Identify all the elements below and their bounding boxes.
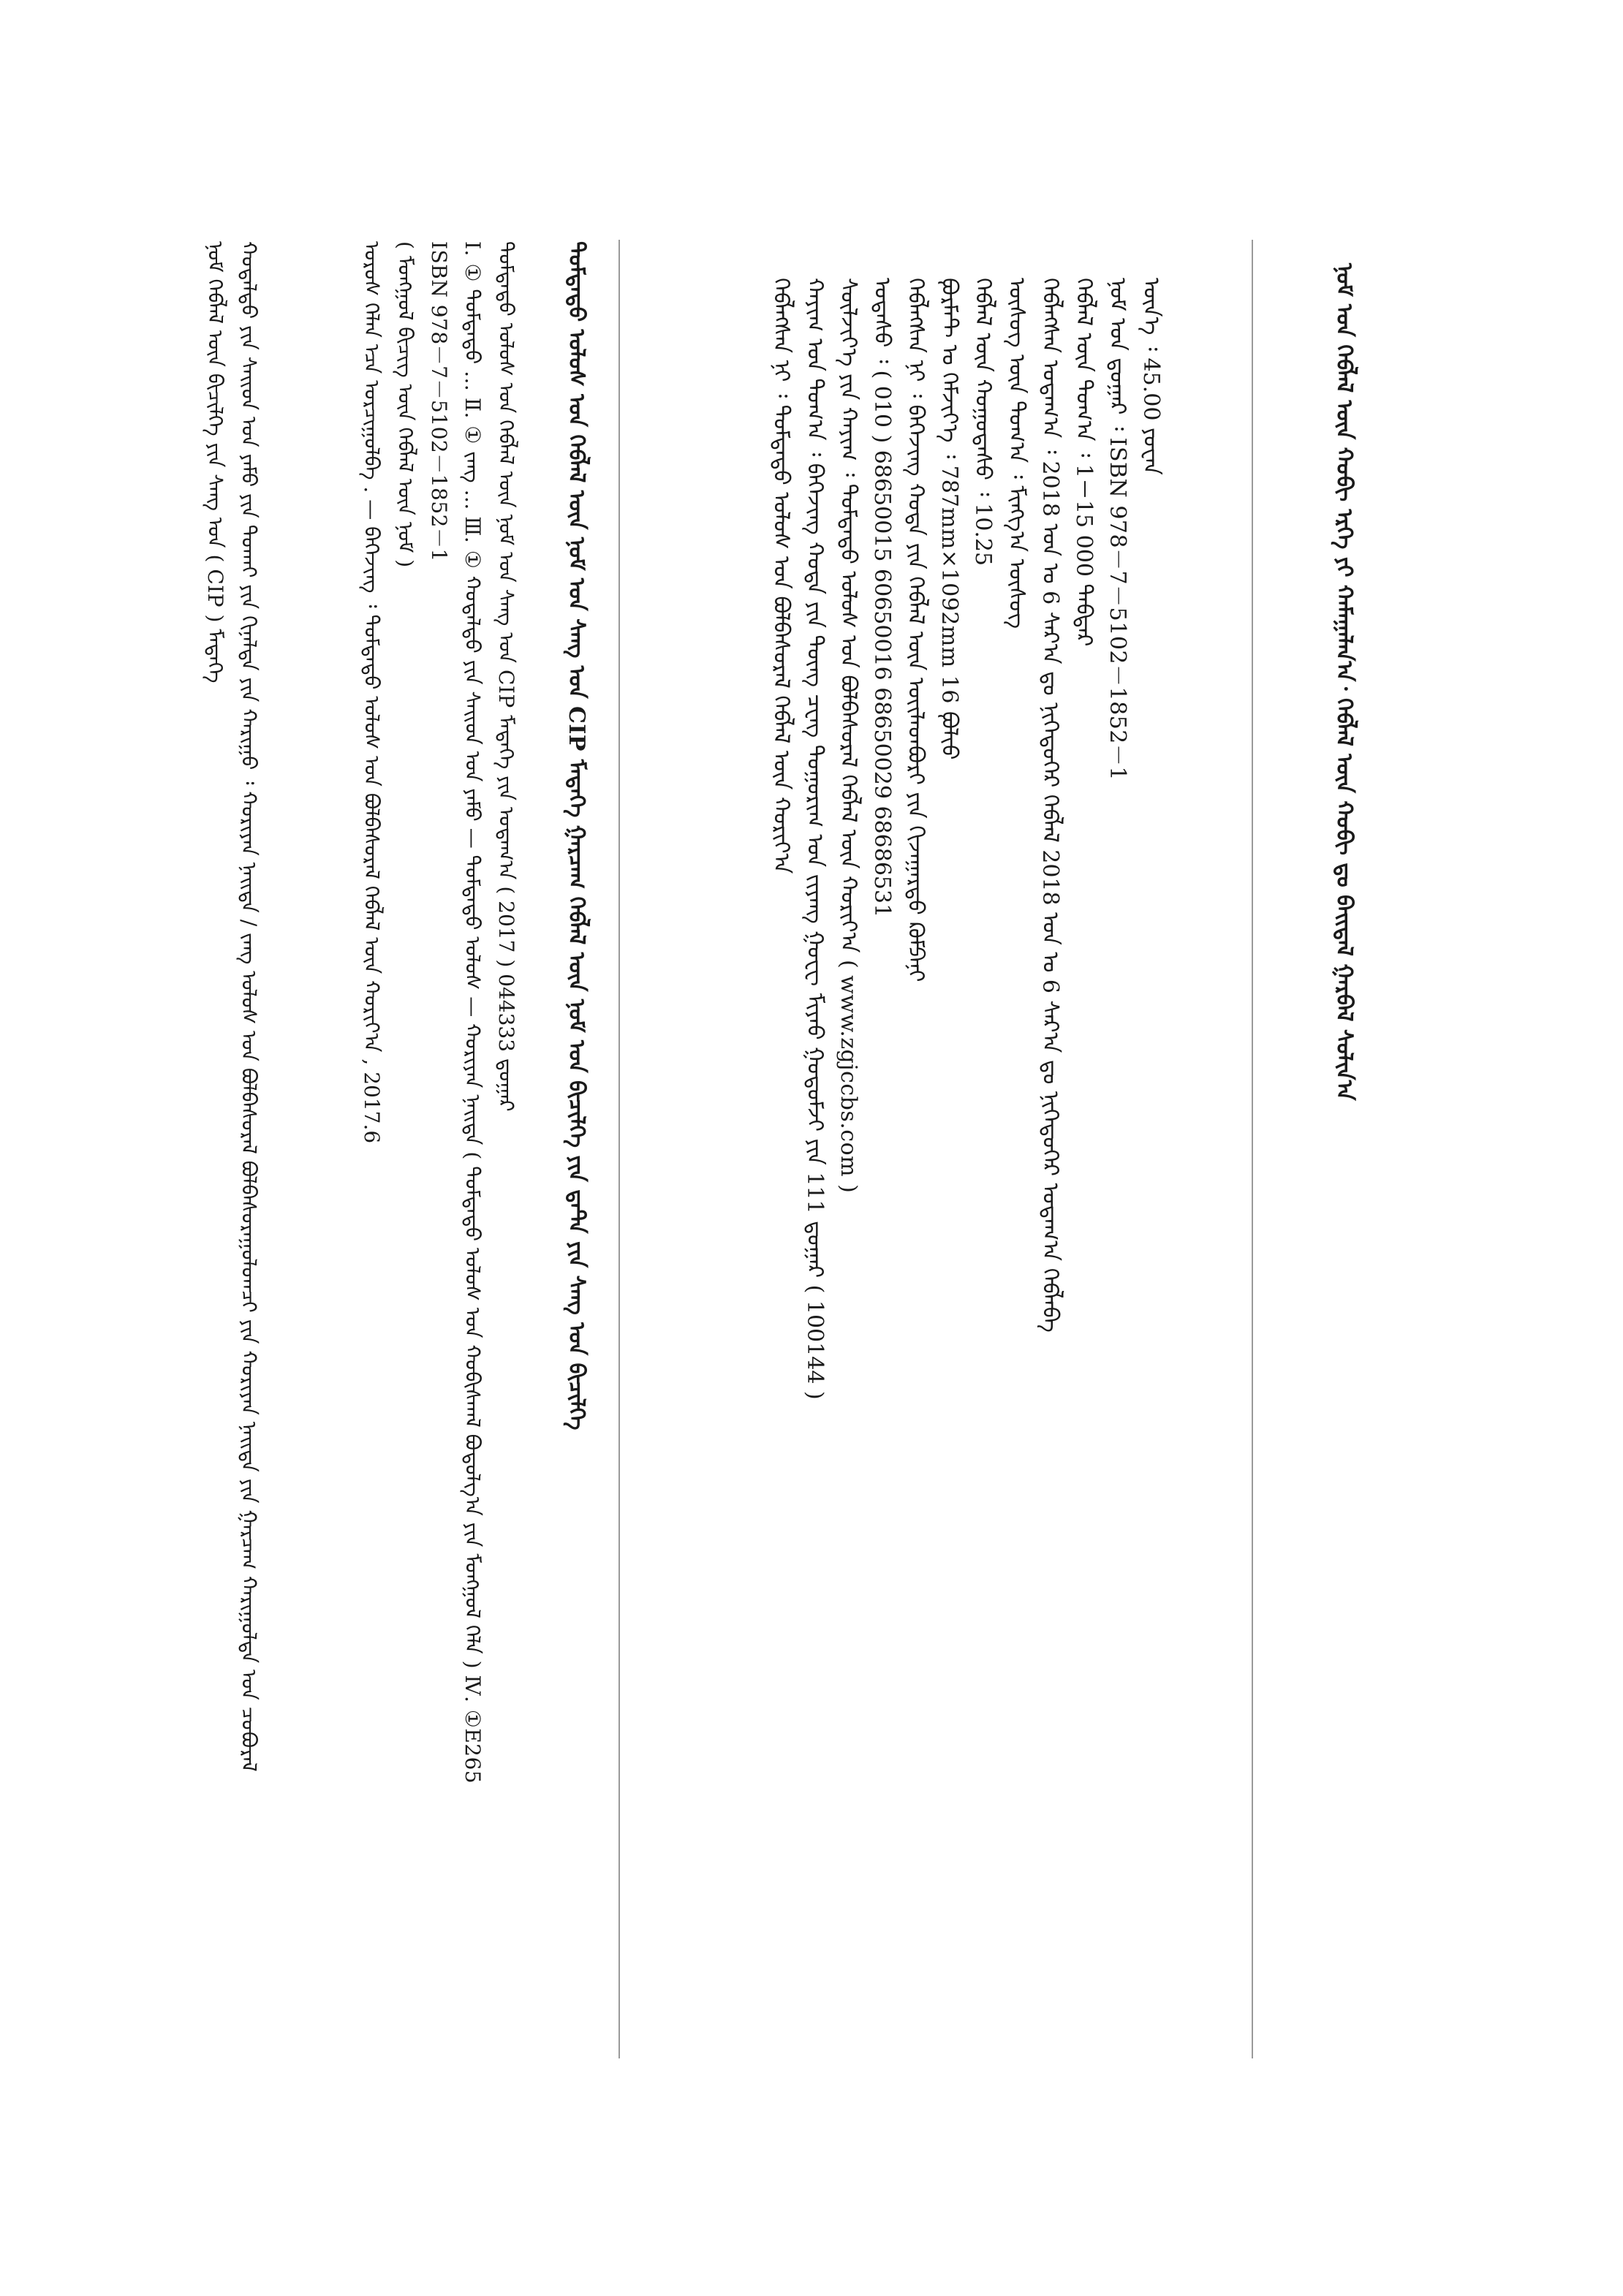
colophon-price: ᠦᠨ᠎ᠡ ᠄ 45.00 ᠶᠤᠸᠠᠨ: [1138, 278, 1164, 475]
colophon-format: ᠹᠣᠷᠮᠠᠲ ᠤ ᠬᠡᠮᠵᠢᠶ᠎ᠡ ᠄ 787mm×1092mm 16 ᠹᠣᠯᠢᠣ: [937, 278, 962, 760]
cip-translation: ᠤᠷᠤᠰ ᠬᠡᠯᠡᠨ ᠡᠴᠡ ᠣᠷᠴᠢᠭᠤᠯᠪᠠ . — ᠪᠡᠭᠡᠵᠢᠩ ᠄ ᠳᠤᠮᠳᠠᠳᠤ ᠤᠯᠤᠰ ᠤᠨ ᠪᠣᠯᠪᠠᠰᠤᠷᠠᠯ ᠬᠡᠪᠯᠡᠯ ᠦᠨ ᠬᠣᠷᠢᠶ᠎ᠠ , 2017.6: [360, 241, 384, 1144]
colophon-isbn: ᠨᠣᠮ ᠤᠨ ᠳ᠋ᠤᠭᠠᠷ ᠄ ISBN 978－7－5102－1852－1: [1105, 278, 1130, 781]
colophon-sheets: ᠬᠡᠪᠯᠡᠯ ᠦᠨ ᠬᠤᠭᠤᠳᠠᠰᠤ ᠄ 10.25: [970, 278, 996, 567]
colophon-website: ᠰᠦᠯᠵᠢᠶ᠎ᠡ ᠶᠢᠨ ᠬᠠᠶᠢᠭ ᠄ ᠳᠤᠮᠳᠠᠳᠤ ᠤᠯᠤᠰ ᠤᠨ ᠪᠣᠯᠪᠠᠰᠤᠷᠠᠯ ᠬᠡᠪᠯᠡᠯ ᠦᠨ ᠬᠣᠷᠢᠶ᠎ᠠ ( www.zgjccbs.com ): [836, 278, 861, 1193]
colophon-phone: ᠤᠲᠠᠰᠤ ᠄ ( 010 ) 68650015 60650016 68650029 68686531: [869, 278, 895, 918]
copyright-notice: ᠨᠣᠮ ᠤᠨ ᠬᠡᠪᠯᠡᠯ ᠦᠨ ᠬᠤᠪᠢ ᠡᠷᠬᠡ ᠶᠢ ᠬᠠᠮᠠᠭᠠᠯᠠᠨ᠎ᠠ᠂ ᠬᠡᠪᠯᠡᠯ ᠦᠨ ᠬᠤᠪᠢ ᠳᠤ ᠪᠠᠢᠳᠠᠯ ᠭᠠᠷᠪᠠᠯ ᠰᠣᠯᠢᠨ᠎ᠠ: [1331, 263, 1357, 1101]
cip-data-label: ᠨᠣᠮ ᠬᠡᠪᠯᠡᠯ ᠦᠨ ᠪᠢᠴᠢᠯᠭᠡ ᠶᠢᠨ ᠰᠠᠩ ᠤᠨ ( CIP ) ᠮᠡᠳᠡᠭᠡ: [203, 241, 227, 683]
cip-classification: Ⅰ. ① ᠳᠤᠮᠳᠠᠳᠤ … Ⅱ. ① ᠵᠠᠩ … Ⅲ. ① ᠬᠣᠳᠠᠯᠳᠤ ᠶᠢᠨ ᠰᠠᠢᠳ ᠤᠨ ᠶᠠᠮᠤ — ᠳᠤᠮᠳᠠᠳᠤ ᠤᠯᠤᠰ — ᠬᠣᠷᠢᠶᠠᠨ ᠨᠡᠢᠲᠡ ( ᠳᠤᠮᠳᠠᠳᠤ ᠤᠯᠤᠰ ᠤᠨ ᠬᠤᠪᠢᠰᠬᠠᠯ ᠪᠣᠳᠤᠯᠭ᠎ᠠ ᠶᠢᠨ ᠮᠣᠩᠭᠣᠯ ᠬᠡᠯᠡ ) Ⅳ. ①E265: [461, 241, 485, 1784]
cip-series: ( ᠮᠣᠩᠭᠣᠯ ᠪᠢᠴᠢᠭ᠌ ᠦᠨ ᠬᠡᠪᠯᠡᠯ ᠦᠨ ᠨᠣᠮ ): [393, 241, 417, 568]
colophon-print-run: ᠬᠡᠪᠯᠡᠯ ᠦᠨ ᠲᠣᠭ᠎ᠠ ᠄ 1－15 000 ᠳᠡᠪᠲᠡᠷ: [1071, 278, 1097, 647]
colophon-edition: ᠬᠡᠪᠯᠡᠭᠰᠡᠨ ᠤᠳᠠᠭ᠎ᠠ ᠄ 2018 ᠣᠨ ᠤ 6 ᠰᠠᠷ᠎ᠠ ᠳᠤ ᠨᠢᠭᠡᠳᠦᠭᠡᠷ ᠬᠡᠪᠯᠡᠯ 2018 ᠣᠨ ᠤ 6 ᠰᠠᠷ᠎ᠠ ᠳᠤ ᠨᠢᠭᠡᠳᠦᠭᠡᠷ ᠤᠳᠠᠭ᠎ᠠ ᠬᠡᠪᠯᠡᠪᠡ: [1037, 278, 1063, 1333]
colophon-typeface: ᠦᠰᠦᠭ ᠦᠨ ᠲᠣᠭ᠎ᠠ ᠄ ᠮᠢᠩᠭ᠎ᠠ ᠦᠰᠦᠭ: [1004, 278, 1029, 629]
middle-divider: [618, 240, 620, 2058]
colophon-address: ᠬᠠᠶᠢᠭ ᠤᠨ ᠲᠣᠭ᠎ᠠ ᠄ ᠪᠡᠭᠡᠵᠢᠩ ᠬᠣᠲᠠ ᠶᠢᠨ ᠳᠦᠩ ᠴᠧᠩ ᠲᠣᠭᠣᠷᠢᠭ ᠤᠨ ᠵᠢᠶᠠᠩ ᠭᠤᠸᠧ ᠮᠢᠶᠠᠣ ᠭᠤᠳᠤᠮᠵᠢ ᠶᠢᠨ 111 ᠳ᠋ᠤᠭᠠᠷ ( 100144 ): [802, 278, 828, 1400]
cip-isbn: ISBN 978－7－5102－1852－1: [427, 241, 451, 562]
cip-number: ᠳᠤᠮᠳᠠᠳᠤ ᠤᠯᠤᠰ ᠤᠨ ᠬᠡᠪᠯᠡᠯ ᠦᠨ ᠨᠣᠮ ᠤᠨ ᠰᠠᠩ ᠤᠨ CIP ᠮᠡᠳᠡᠭᠡ ᠶᠢᠨ ᠤᠳᠠᠭ᠎ᠠ ( 2017 ) 044333 ᠳ᠋ᠤᠭᠠᠷ: [494, 241, 518, 1112]
cip-heading: ᠳᠤᠮᠳᠠᠳᠤ ᠤᠯᠤᠰ ᠤᠨ ᠬᠡᠪᠯᠡᠯ ᠦᠨ ᠨᠣᠮ ᠤᠨ ᠰᠠᠩ ᠤᠨ CIP ᠮᠡᠳᠡᠭᠡ ᠭᠠᠷᠴᠠᠭ ᠬᠡᠪᠯᠡᠯ ᠦᠨ ᠨᠣᠮ ᠤᠨ ᠪᠢᠴᠢᠯᠭᠡ ᠶᠢᠨ ᠳ᠋ᠠᠲ᠋ᠠ ᠶᠢᠨ ᠰᠠᠩ ᠤᠨ ᠪᠢᠴᠢᠯᠭᠡ: [564, 241, 589, 1431]
cip-book-title: ᠬᠣᠳᠠᠯᠳᠤ ᠶᠢᠨ ᠰᠠᠢᠳ ᠤᠨ ᠶᠠᠮᠤ ᠶᠢᠨ ᠲᠤᠬᠠᠢ ᠶᠢᠨ ᠬᠢᠨᠠᠯᠲᠠ ᠶᠢᠨ ᠬᠠᠷᠢᠭᠤ ᠄ ᠬᠣᠷᠢᠶᠠᠨ ᠨᠡᠢᠲᠡ / ᠵᠠᠩ ᠤᠯᠤᠰ ᠤᠨ ᠪᠣᠯᠪᠠᠰᠤᠷᠠᠯ ᠪᠣᠯᠪᠠᠰᠤᠷᠠᠭᠤᠯᠤᠭᠴᠢ ᠶᠢᠨ ᠬᠣᠷᠢᠶᠠᠨ ᠨᠡᠢᠲᠡ ᠶᠢᠨ ᠭᠠᠷᠴᠠᠭ ᠬᠠᠷᠢᠭᠤᠯᠲᠠ ᠤᠨ ᠴᠤᠪᠤᠷᠠᠯ: [237, 241, 261, 1772]
colophon-publisher: ᠬᠡᠪᠯᠡᠭᠰᠡᠨ ᠨᠢ ᠄ ᠳᠤᠮᠳᠠᠳᠤ ᠤᠯᠤᠰ ᠤᠨ ᠪᠣᠯᠪᠠᠰᠤᠷᠠᠯ ᠬᠡᠪᠯᠡᠯ ᠦᠨ ᠬᠣᠷᠢᠶ᠎ᠠ: [768, 278, 794, 874]
top-divider: [1252, 240, 1253, 2058]
colophon-printer: ᠬᠡᠪᠯᠡᠭᠰᠡᠨ ᠨᠢ ᠄ ᠪᠡᠭᠡᠵᠢᠩ ᠬᠣᠲᠠ ᠶᠢᠨ ᠬᠡᠪᠯᠡᠯ ᠦᠨ ᠦᠢᠯᠡᠳᠪᠦᠷᠢ ᠶᠢᠨ ᠬᠢᠵᠠᠭᠠᠷᠲᠤ ᠺᠣᠮᠫᠠᠨᠢ: [903, 278, 928, 982]
